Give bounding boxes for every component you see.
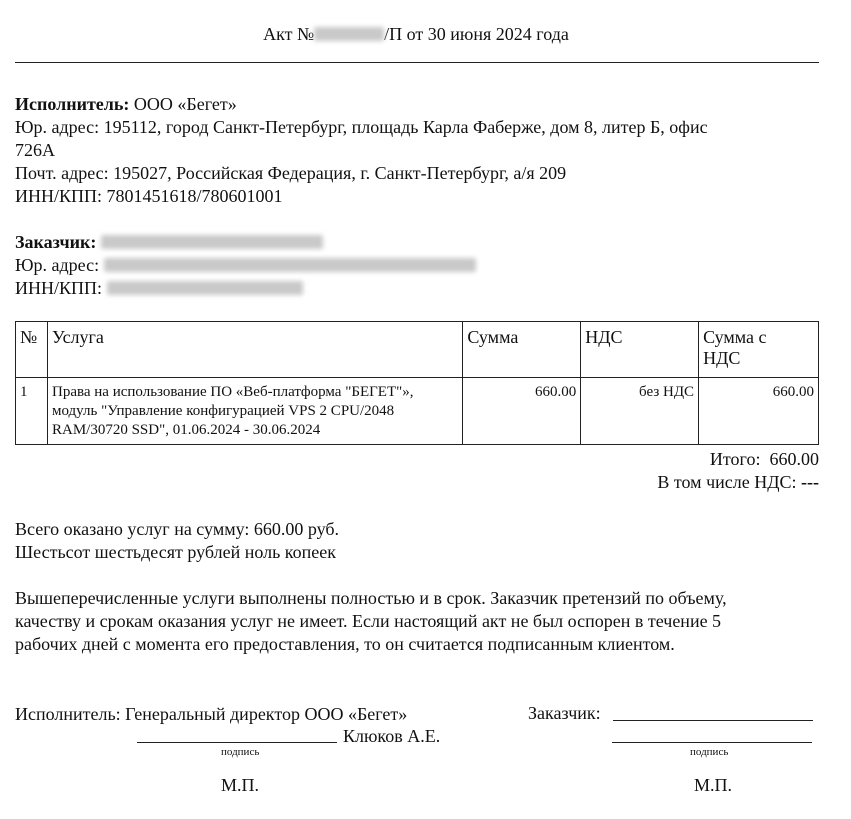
- executor-line: [15, 93, 237, 116]
- customer-signature-line-1: [613, 720, 813, 721]
- executor-label: Исполнитель:: [15, 94, 130, 114]
- header-service: Услуга: [47, 322, 462, 378]
- customer-legal-address: [15, 254, 476, 277]
- header-sum-with-vat-1: Сумма с: [703, 327, 767, 347]
- customer-legal-address-label: Юр. адрес:: [15, 255, 100, 275]
- summary-words: Шестьсот шестьдесят рублей ноль копеек: [15, 542, 336, 562]
- row-sum-with-vat: 660.00: [699, 378, 819, 445]
- executor-stamp: М.П.: [221, 775, 260, 795]
- vat-total-line: [657, 472, 819, 493]
- row-service-line-3: RAM/30720 SSD", 01.06.2024 - 30.06.2024: [51, 422, 321, 438]
- statement-line-3: рабочих дней с момента его предоставления, то он считается подписанным клиентом.: [15, 634, 675, 654]
- customer-inn-kpp-label: ИНН/КПП:: [15, 278, 103, 298]
- header-sum-with-vat: [699, 322, 819, 378]
- row-vat: без НДС: [581, 378, 699, 445]
- executor-sign-caption: подпись: [221, 746, 260, 758]
- executor-signature-line: [137, 742, 337, 743]
- row-no: 1: [16, 378, 48, 445]
- vat-total-value: ---: [801, 472, 819, 492]
- vat-total-label: В том числе НДС:: [657, 472, 797, 492]
- executor-signatory-name: Клюков А.Е.: [343, 726, 441, 746]
- executor-legal-address-2: 726А: [15, 140, 55, 160]
- row-sum: 660.00: [463, 378, 581, 445]
- row-service-line-1: Права на использование ПО «Веб-платформа "БЕГЕТ"»,: [51, 384, 414, 400]
- customer-inn-kpp: [15, 277, 303, 300]
- summary-amount: Всего оказано услуг на сумму: 660.00 руб.: [15, 519, 340, 539]
- statement-line-2: качеству и срокам оказания услуг не имеет. Если настоящий акт не был оспорен в течение 5: [15, 611, 722, 631]
- customer-signature-label: Заказчик:: [528, 703, 601, 723]
- header-no: №: [16, 322, 48, 378]
- act-title-suffix: /П от 30 июня 2024 года: [384, 24, 569, 44]
- executor-name: ООО «Бегет»: [133, 94, 237, 114]
- total-line: [710, 449, 819, 470]
- header-sum: Сумма: [463, 322, 581, 378]
- statement-line-1: Вышеперечисленные услуги выполнены полностью и в срок. Заказчик претензий по объему,: [15, 588, 727, 608]
- customer-stamp: М.П.: [694, 775, 733, 795]
- act-number-redacted: [314, 27, 384, 41]
- row-service: [47, 378, 462, 445]
- executor-inn-kpp: ИНН/КПП: 7801451618/780601001: [15, 186, 283, 206]
- act-title-prefix: Акт №: [263, 24, 315, 44]
- total-label: Итого:: [709, 449, 761, 469]
- customer-inn-redacted: [107, 281, 303, 295]
- executor-postal-address: Почт. адрес: 195027, Российская Федерация, г. Санкт-Петербург, а/я 209: [15, 163, 567, 183]
- act-title: [0, 24, 832, 45]
- executor-signature-title: Исполнитель: Генеральный директор ООО «Бегет»: [15, 704, 408, 724]
- services-table: [15, 321, 819, 445]
- total-value: 660.00: [769, 449, 819, 469]
- customer-label: Заказчик:: [15, 232, 97, 252]
- header-sum-with-vat-2: НДС: [703, 348, 741, 368]
- row-service-line-2: модуль "Управление конфигурацией VPS 2 CPU/2048: [51, 403, 395, 419]
- title-divider: [15, 62, 819, 63]
- customer-address-redacted: [104, 258, 476, 272]
- customer-name-redacted: [101, 235, 323, 249]
- customer-sign-caption: подпись: [690, 746, 729, 758]
- executor-legal-address-1: Юр. адрес: 195112, город Санкт-Петербург, площадь Карла Фаберже, дом 8, литер Б, офис: [15, 117, 708, 137]
- table-row: [16, 378, 819, 445]
- customer-line: [15, 231, 323, 254]
- customer-signature-line-2: [612, 742, 812, 743]
- header-vat: НДС: [581, 322, 699, 378]
- table-header-row: [16, 322, 819, 378]
